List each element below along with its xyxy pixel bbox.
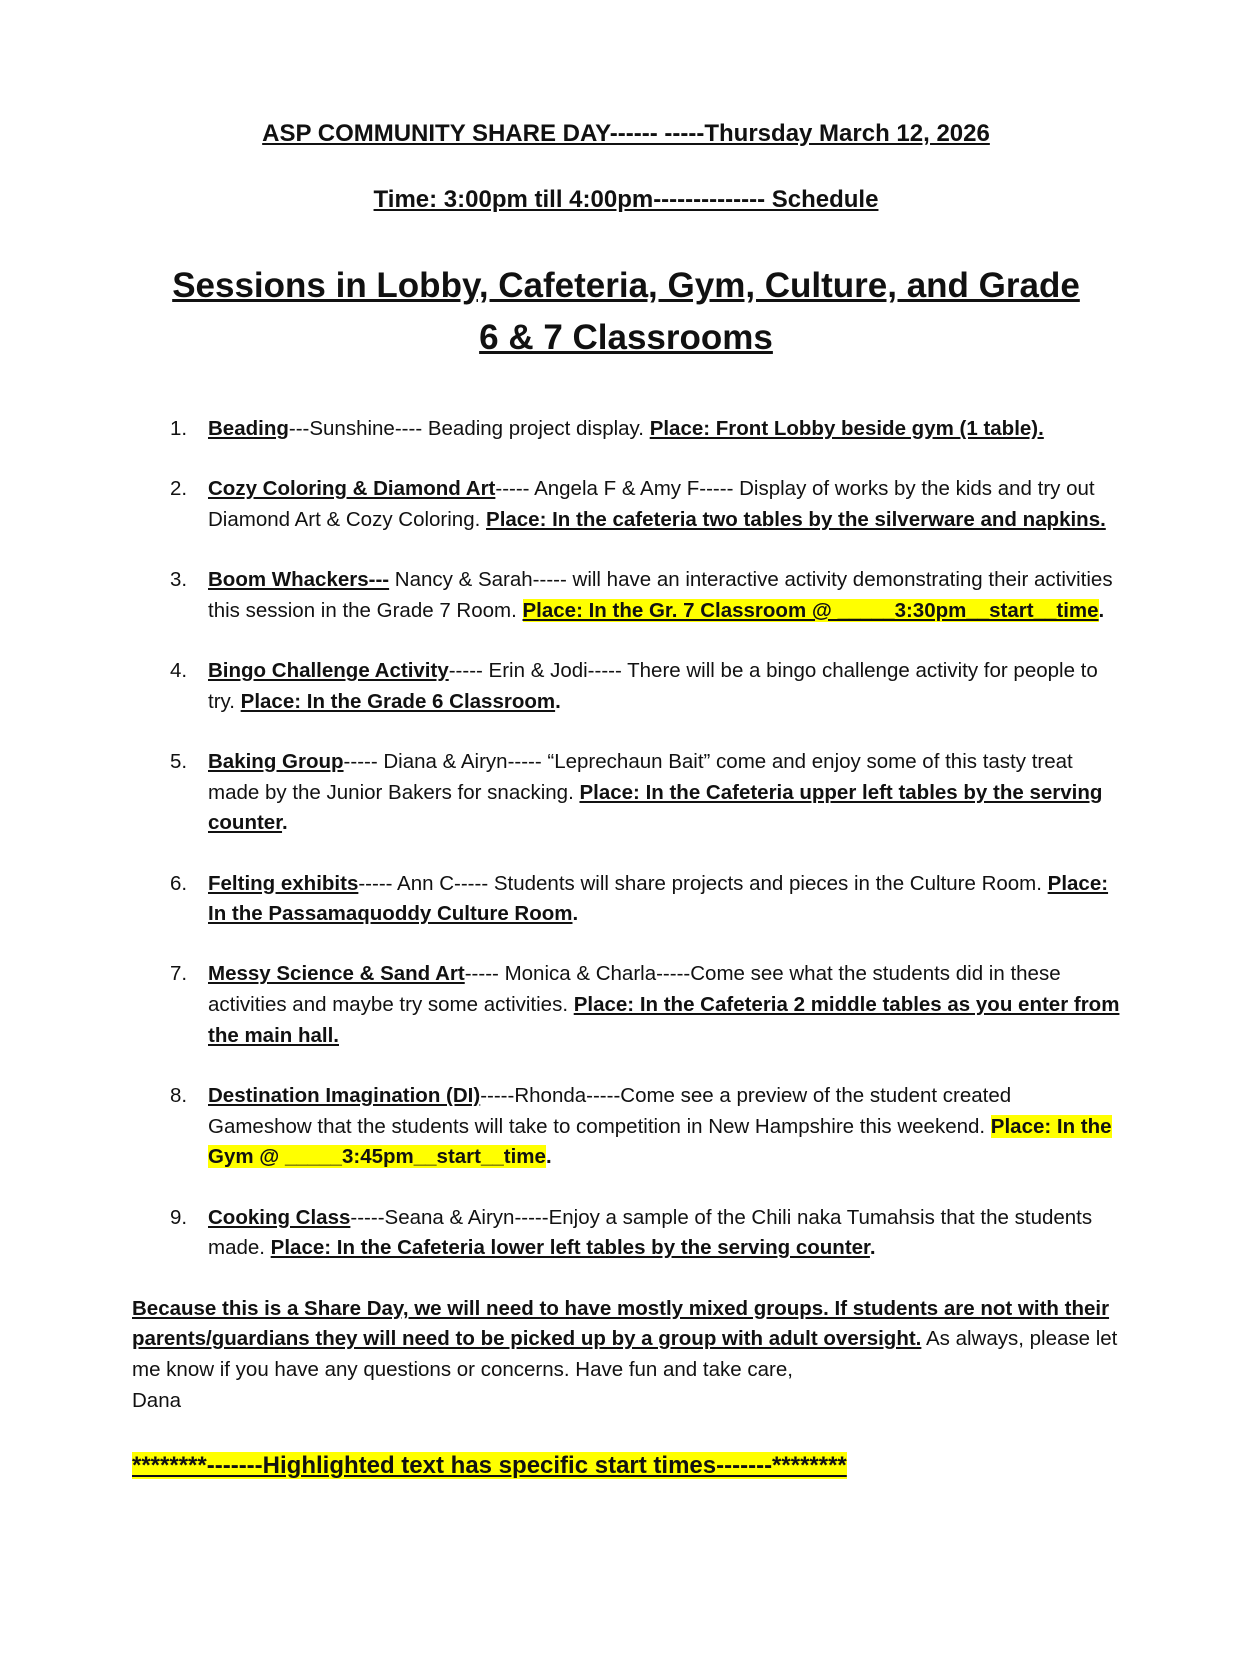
event-header: ASP COMMUNITY SHARE DAY------ -----Thursday March 12, 2026	[262, 120, 990, 147]
session-number: 2.	[170, 477, 188, 501]
session-tail: .	[545, 1145, 552, 1169]
session-place: Place: Front Lobby beside gym (1 table).	[649, 417, 1044, 440]
session-number: 6.	[170, 871, 188, 895]
session-tail: .	[572, 902, 579, 926]
highlight-note-text: ********-------Highlighted text has specific start times-------********	[132, 1452, 847, 1480]
session-tail: .	[555, 689, 561, 713]
session-description: ----- Diana & Airyn----- “Leprechaun Bait” come and enjoy some of this tasty treat made by the Junior Bakers for snacking.	[208, 749, 1073, 804]
session-name: Felting exhibits	[208, 871, 359, 895]
session-name: Boom Whackers---	[208, 568, 390, 592]
session-description: -----Seana & Airyn-----Enjoy a sample of the Chili naka Tumahsis that the students made.	[208, 1205, 1093, 1260]
session-description: ---Sunshine---- Beading project display.	[288, 417, 650, 440]
session-name: Beading	[208, 417, 289, 440]
session-place: Place: In the Cafeteria lower left tables by the serving counter	[270, 1236, 870, 1260]
session-item-cozy-coloring	[132, 474, 1120, 535]
closing-notice: Because this is a Share Day, we will need to have mostly mixed groups. If students are not with their parents/guardians they will need to be picked up by a group with adult oversight.	[132, 1296, 1110, 1351]
session-tail: .	[1098, 598, 1105, 622]
session-place-highlighted: Place: In the Gr. 7 Classroom @ _____3:30pm__start__time	[522, 598, 1099, 622]
session-name: Bingo Challenge Activity	[208, 659, 449, 683]
session-number: 8.	[170, 1084, 188, 1108]
session-number: 4.	[170, 659, 188, 683]
session-item-messy-science	[132, 959, 1120, 1051]
session-item-baking	[132, 747, 1120, 839]
session-item-boom-whackers	[132, 565, 1120, 626]
session-name: Messy Science & Sand Art	[208, 962, 465, 986]
session-item-bingo	[132, 656, 1120, 717]
closing-paragraph	[132, 1294, 1120, 1417]
session-number: 1.	[170, 417, 188, 440]
session-item-destination-imagination	[132, 1081, 1120, 1173]
closing-message: As always, please let me know if you have any questions or concerns. Have fun and take care,	[132, 1327, 1118, 1381]
session-item-beading	[132, 414, 1120, 445]
signature: Dana	[132, 1388, 182, 1412]
session-place: Place: In the Passamaquoddy Culture Room	[208, 871, 1109, 926]
time-header: Time: 3:00pm till 4:00pm-------------- Schedule	[373, 186, 879, 213]
session-place-highlighted: Place: In the Gym @ _____3:45pm__start__time	[208, 1114, 1112, 1169]
session-name: Cooking Class	[208, 1205, 351, 1229]
session-number: 7.	[170, 962, 188, 986]
session-number: 9.	[170, 1205, 188, 1229]
session-description: ----- Ann C----- Students will share projects and pieces in the Culture Room.	[358, 871, 1048, 895]
session-item-cooking	[132, 1203, 1120, 1264]
session-item-felting	[132, 869, 1120, 930]
page-title: Sessions in Lobby, Cafeteria, Gym, Culture, and Grade 6 & 7 Classrooms	[172, 266, 1080, 357]
session-description: ----- Erin & Jodi----- There will be a bingo challenge activity for people to try.	[208, 659, 1098, 713]
session-tail: .	[282, 811, 288, 835]
session-description: ----- Monica & Charla-----Come see what the students did in these activities and maybe try some activities.	[208, 962, 1061, 1017]
session-place: Place: In the cafeteria two tables by the silverware and napkins.	[486, 507, 1106, 531]
session-description: -----Rhonda-----Come see a preview of the student created Gameshow that the students will take to competition in New Hampshire this weekend.	[208, 1084, 1012, 1138]
session-description: ----- Angela F & Amy F----- Display of works by the kids and try out Diamond Art & Cozy Coloring.	[208, 477, 1095, 531]
session-name: Cozy Coloring & Diamond Art	[208, 477, 496, 501]
session-name: Baking Group	[208, 749, 344, 773]
session-description: Nancy & Sarah----- will have an interactive activity demonstrating their activities this session in the Grade 7 Room.	[208, 568, 1113, 622]
session-place: Place: In the Grade 6 Classroom	[240, 689, 556, 713]
session-number: 5.	[170, 749, 188, 773]
session-number: 3.	[170, 568, 188, 592]
session-place: Place: In the Cafeteria 2 middle tables as you enter from the main hall.	[208, 993, 1120, 1047]
session-tail: .	[869, 1236, 876, 1260]
sessions-list	[132, 414, 1120, 1264]
highlight-note	[132, 1450, 1120, 1482]
session-place: Place: In the Cafeteria upper left tables by the serving counter	[208, 780, 1103, 835]
session-name: Destination Imagination (DI)	[208, 1084, 481, 1108]
